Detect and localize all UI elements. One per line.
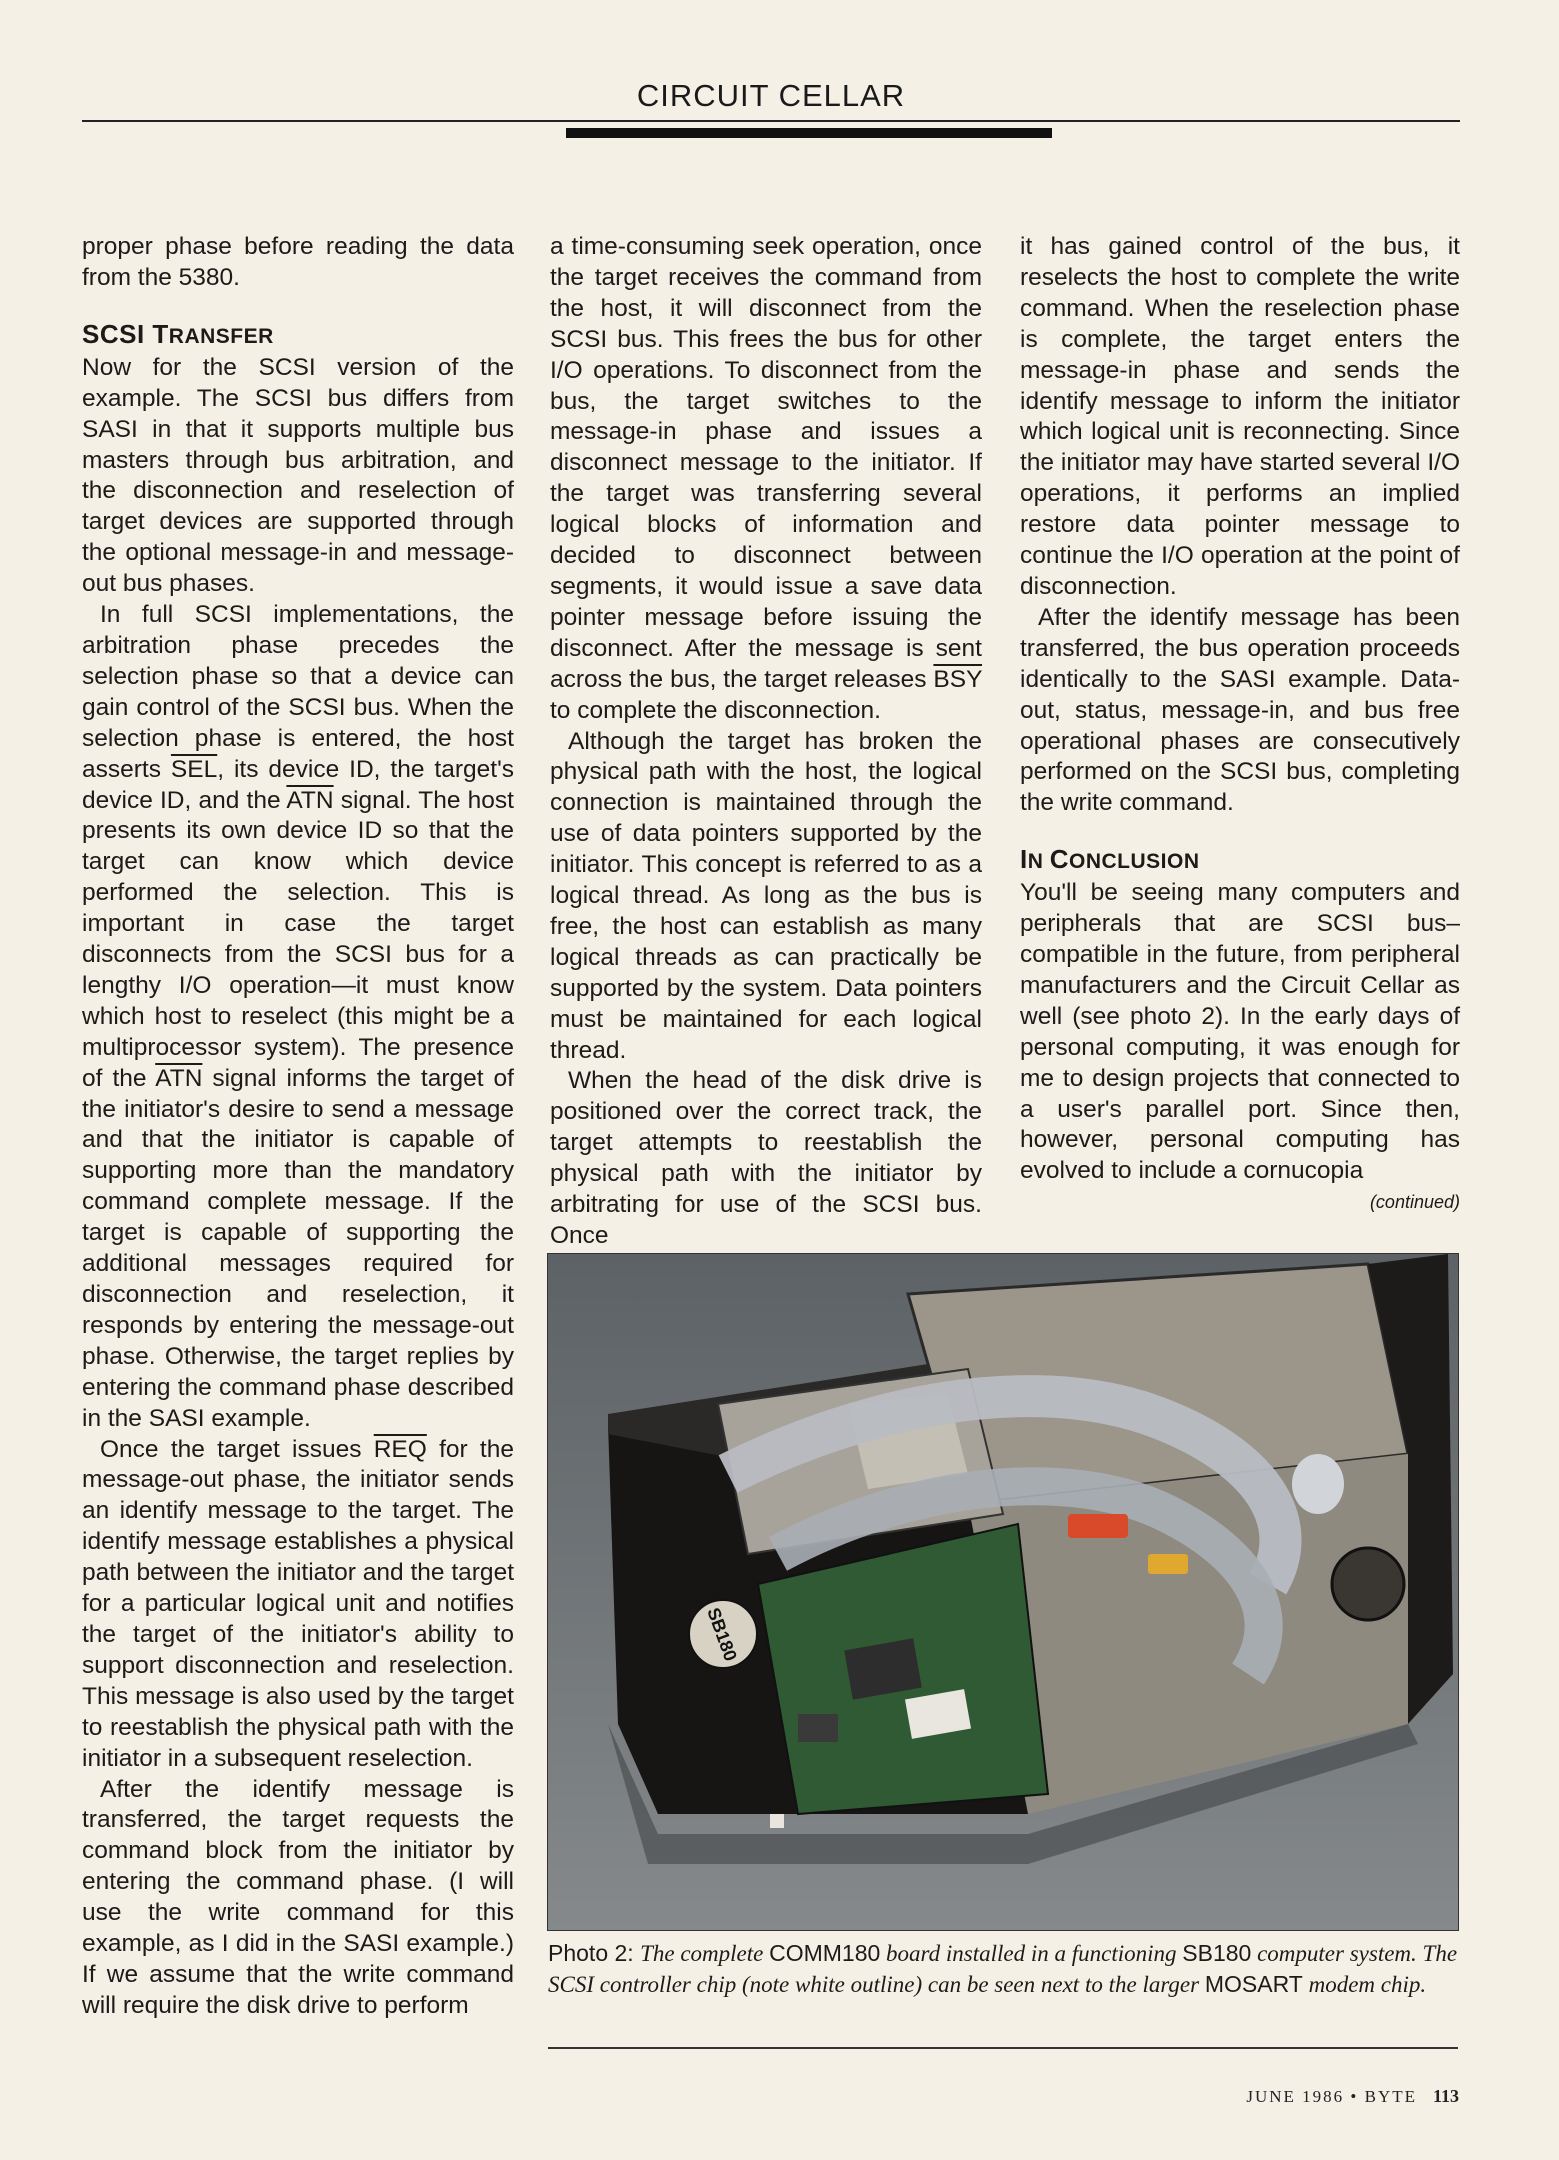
header-bar <box>566 128 1052 138</box>
text-run: signal informs the target of the initiator's desire to send a message and that the initiator is capable of supporting more than the mandatory command complete message. If the target is capable of supporting the additional messages required for disconnection and reselection, it responds by entering the message-out phase. Otherwise, the target replies by entering the command phase described in the SASI example. <box>82 1064 514 1432</box>
header-rule <box>82 120 1460 122</box>
caption-text: The complete <box>640 1941 770 1966</box>
paragraph <box>82 600 514 1434</box>
paragraph: proper phase before reading the data from the 5380. <box>82 233 514 291</box>
column-1 <box>82 232 514 2022</box>
page-number: 113 <box>1432 2086 1459 2106</box>
heading-part: SCSI T <box>82 318 169 349</box>
page-footer <box>1246 2086 1459 2107</box>
caption-text: MOSART <box>1204 1971 1303 1997</box>
signal-atn: $\overline{ATN}$ <box>286 786 334 814</box>
heading-part: C <box>1049 844 1070 875</box>
paragraph: After the identify message is transferred, the target requests the command block from the initiator by entering the command phase. (I will use the write command for this example, as I did in the SASI example.) If we assume that the write command will require the disk drive to perform <box>82 1775 514 2019</box>
signal-sel: $\overline{SEL}$ <box>170 755 218 783</box>
heading-part: RANSFER <box>168 324 274 348</box>
paragraph: You'll be seeing many computers and peripherals that are SCSI bus–compatible in the future, from peripheral manufacturers and the Circuit Cellar as well (see photo 2). In the early days of personal computing, it was enough for me to design projects that connected to a user's parallel port. Since then, however, personal computing has evolved to include a cornucopia <box>1020 879 1460 1185</box>
paragraph: Now for the SCSI version of the example. The SCSI bus differs from SASI in that it supports multiple bus masters through bus arbitration, and the disconnection and reselection of target devices are supported through the optional message-in and message-out bus phases. <box>82 353 514 598</box>
continued-note: (continued) <box>1369 1192 1460 1213</box>
paragraph: Although the target has broken the physical path with the host, the logical connection is maintained through the use of data pointers supported by the initiator. This concept is referred to as a logical thread. As long as the bus is free, the host can establish as many logical threads as can practically be supported by the system. Data pointers must be maintained for each logical thread. <box>550 727 982 1064</box>
sb180-label: SB180 <box>703 1605 741 1664</box>
photo-caption <box>548 1938 1458 2000</box>
column-3 <box>1020 232 1460 1215</box>
heading-part: I <box>1020 844 1028 875</box>
issue-label: JUNE 1986 • BYTE <box>1246 2087 1417 2106</box>
heading-part: N <box>1027 850 1050 874</box>
signal-bsy: $\overline{BSY}$ <box>933 665 982 693</box>
paragraph <box>82 1435 514 1775</box>
text-run: to complete the disconnection. <box>550 696 881 724</box>
caption-text: COMM180 <box>769 1940 881 1966</box>
paragraph: After the identify message has been transferred, the bus operation proceeds identically to the SASI example. Data-out, status, message-in, and bus free operational phases are consecutively performed on the SCSI bus, completing the write command. <box>1020 603 1460 817</box>
text-run: In full SCSI implementations, the arbitration phase precedes the selection phase so that a device can gain control of the SCSI bus. When the selection phase is entered, the host asserts <box>82 601 514 783</box>
caption-rule <box>548 2047 1458 2049</box>
heading-in-conclusion <box>1020 843 1460 878</box>
caption-text: modem chip. <box>1302 1972 1427 1997</box>
text-run: for the message-out phase, the initiator sends an identify message to the target. The identify message establishes a physical path between the initiator and the target for a particular logical unit and notifies the target of the initiator's ability to support disconnection and reselection. This message is also used by the target to reestablish the physical path with the initiator in a subsequent reselection. <box>82 1435 514 1772</box>
paragraph: it has gained control of the bus, it reselects the host to complete the write command. When the reselection phase is complete, the target enters the message-in phase and sends the identify message to inform the initiator which logical unit is reconnecting. Since the initiator may have started several I/O operations, it performs an implied restore data pointer message to continue the I/O operation at the point of disconnection. <box>1020 233 1460 600</box>
text-run: signal. The host presents its own device ID so that the target can know which device performed the selection. This is important in case the target disconnects from the SCSI bus for a lengthy I/O operation—it must know which host to reselect (this might be a multiprocessor system). The presence of the <box>82 786 514 1092</box>
caption-label: Photo 2: <box>548 1940 641 1966</box>
photo-sb180-computer <box>547 1253 1459 1931</box>
column-2 <box>550 232 982 1252</box>
text-run: , its device ID, the target's device ID, and the <box>82 755 515 814</box>
section-title: CIRCUIT CELLAR <box>636 78 906 113</box>
running-header <box>82 70 1460 140</box>
text-run: Once the target issues <box>100 1435 374 1463</box>
signal-atn: $\overline{ATN}$ <box>155 1064 203 1092</box>
heading-part: ONCLUSION <box>1069 850 1200 874</box>
signal-req: $\overline{REQ}$ <box>373 1435 427 1463</box>
text-run: a time-consuming seek operation, once the target receives the command from the host, it will disconnect from the SCSI bus. This frees the bus for other I/O operations. To disconnect from the bus, the target switches to the message-in phase and issues a disconnect message to the initiator. If the target was transferring several logical blocks of information and decided to disconnect between segments, it would issue a save data pointer message before issuing the disconnect. After the message is sent across the bus, the target releases <box>550 233 982 693</box>
caption-text: SB180 <box>1182 1940 1252 1966</box>
caption-text: board installed in a functioning <box>880 1941 1183 1966</box>
photo-illustration <box>548 1254 1458 1930</box>
paragraph: When the head of the disk drive is positioned over the correct track, the target attempts to reestablish the physical path with the initiator by arbitrating for use of the SCSI bus. Once <box>550 1067 982 1249</box>
heading-scsi-transfer <box>82 318 514 353</box>
caption-text: computer system. The SCSI controller chip (note white outline) can be seen next to the larger <box>548 1941 1458 1997</box>
paragraph <box>550 232 982 727</box>
